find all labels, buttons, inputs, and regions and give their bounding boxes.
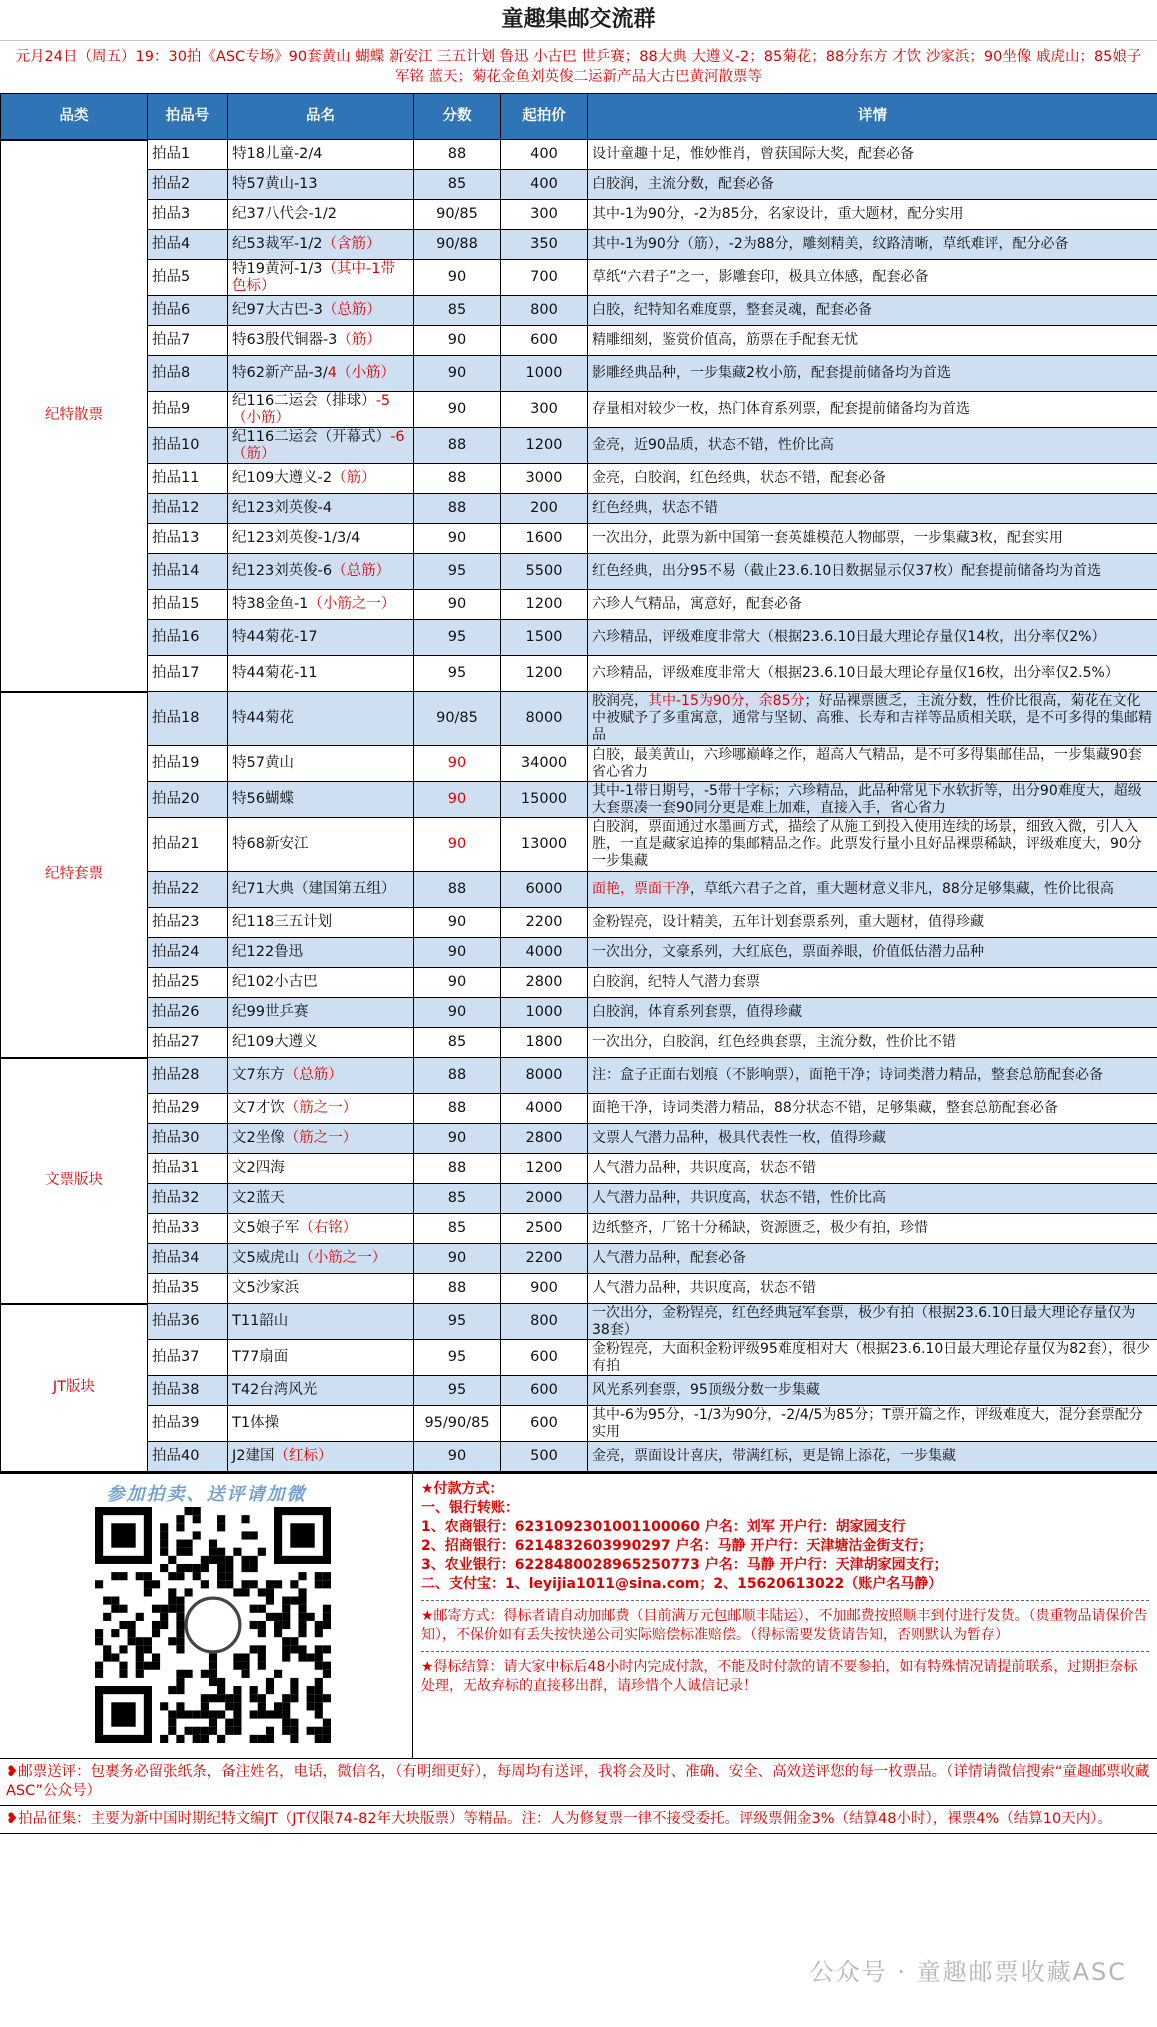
lot-number: 拍品7 [148, 326, 228, 356]
category-cell: 纪特散票 [1, 140, 148, 692]
lot-number: 拍品29 [148, 1094, 228, 1124]
lot-detail: 一次出分，金粉锃亮，红色经典冠军套票，极少有拍（根据23.6.10日最大理论存量仅为38套） [588, 1304, 1157, 1340]
table-row [1, 620, 1157, 656]
lot-name: 特18儿童-2/4 [228, 140, 414, 170]
lot-start-price: 6000 [501, 872, 588, 908]
lot-detail: 存量相对较少一枚，热门体育系列票，配套提前储备均为首选 [588, 392, 1157, 428]
lot-number: 拍品33 [148, 1214, 228, 1244]
lot-name: 纪123刘英俊-6（总筋） [228, 554, 414, 590]
bank-line-2: 2、招商银行：6214832603990297 户名：马静 开户行：天津塘沽金街支行； [421, 1538, 933, 1554]
col-header-price: 起拍价 [501, 94, 588, 140]
lot-detail: 一次出分，此票为新中国第一套英雄模范人物邮票，一步集藏3枚，配套实用 [588, 524, 1157, 554]
lot-detail: 设计童趣十足，惟妙惟肖，曾获国际大奖，配套必备 [588, 140, 1157, 170]
lot-score: 85 [414, 1028, 501, 1058]
table-row [1, 494, 1157, 524]
lot-name: J2建国（红标） [228, 1442, 414, 1472]
table-row [1, 1274, 1157, 1304]
table-row [1, 968, 1157, 998]
lot-detail: 金粉锃亮，设计精美，五年计划套票系列，重大题材，值得珍藏 [588, 908, 1157, 938]
lot-detail: 金亮，票面设计喜庆，带满红标，更是锦上添花，一步集藏 [588, 1442, 1157, 1472]
lot-name: 特38金鱼-1（小筋之一） [228, 590, 414, 620]
lot-detail: 其中-1为90分，-2为85分，名家设计，重大题材，配分实用 [588, 200, 1157, 230]
lot-score: 88 [414, 464, 501, 494]
table-header-row [1, 94, 1157, 140]
lot-number: 拍品10 [148, 428, 228, 464]
lot-name: 文5娘子军（右铭） [228, 1214, 414, 1244]
lot-name: 纪97大古巴-3（总筋） [228, 296, 414, 326]
lot-number: 拍品5 [148, 260, 228, 296]
lot-start-price: 600 [501, 326, 588, 356]
lot-start-price: 200 [501, 494, 588, 524]
lot-name: 文2蓝天 [228, 1184, 414, 1214]
lot-start-price: 900 [501, 1274, 588, 1304]
lot-start-price: 8000 [501, 692, 588, 746]
auction-announcement: 元月24日（周五）19：30拍《ASC专场》90套黄山 蝴蝶 新安江 三五计划 鲁迅 小古巴 世乒赛；88大典 大遵义-2；85菊花；88分东方 才饮 沙家浜；90坐像 戚虎山；85娘子军铭 蓝天；菊花金鱼刘英俊二运新产品大古巴黄河散票等 [15, 49, 1142, 85]
lot-start-price: 2800 [501, 968, 588, 998]
lot-score: 90 [414, 908, 501, 938]
lot-number: 拍品6 [148, 296, 228, 326]
lot-score: 90 [414, 746, 501, 782]
lot-number: 拍品11 [148, 464, 228, 494]
notes-section [0, 1759, 1157, 1834]
lot-score: 88 [414, 140, 501, 170]
lot-score: 88 [414, 1154, 501, 1184]
lot-name: 纪122鲁迅 [228, 938, 414, 968]
lot-name: 文7才饮（筋之一） [228, 1094, 414, 1124]
lot-detail: 红色经典，状态不错 [588, 494, 1157, 524]
table-row [1, 872, 1157, 908]
lot-start-price: 800 [501, 1304, 588, 1340]
lot-detail: 白胶，最美黄山，六珍哪巅峰之作，超高人气精品，是不可多得集邮佳品，一步集藏90套省心省力 [588, 746, 1157, 782]
lot-start-price: 400 [501, 140, 588, 170]
lot-score: 88 [414, 872, 501, 908]
table-row [1, 998, 1157, 1028]
lot-name: 特63殷代铜器-3（筋） [228, 326, 414, 356]
lot-name: 文5威虎山（小筋之一） [228, 1244, 414, 1274]
lot-start-price: 600 [501, 1376, 588, 1406]
table-row [1, 1406, 1157, 1442]
lot-number: 拍品8 [148, 356, 228, 392]
lot-start-price: 3000 [501, 464, 588, 494]
lot-number: 拍品3 [148, 200, 228, 230]
lot-start-price: 300 [501, 200, 588, 230]
lot-detail: 金亮，白胶润，红色经典，状态不错，配套必备 [588, 464, 1157, 494]
lot-start-price: 350 [501, 230, 588, 260]
lot-detail: 草纸“六君子”之一，影雕套印，极具立体感，配套必备 [588, 260, 1157, 296]
lot-score: 90 [414, 356, 501, 392]
lot-score: 95 [414, 1304, 501, 1340]
lot-detail: 面艳干净，诗词类潜力精品，88分状态不错，足够集藏，整套总筋配套必备 [588, 1094, 1157, 1124]
lot-number: 拍品19 [148, 746, 228, 782]
lot-score: 90 [414, 326, 501, 356]
lot-start-price: 1500 [501, 620, 588, 656]
lot-name: 纪123刘英俊-1/3/4 [228, 524, 414, 554]
lot-detail: 六珍精品，评级难度非常大（根据23.6.10日最大理论存量仅16枚，出分率仅2.5%） [588, 656, 1157, 692]
table-row [1, 1304, 1157, 1340]
table-row [1, 1154, 1157, 1184]
lot-number: 拍品38 [148, 1376, 228, 1406]
lot-number: 拍品37 [148, 1340, 228, 1376]
lot-score: 95 [414, 620, 501, 656]
lot-detail: 文票人气潜力品种，极具代表性一枚，值得珍藏 [588, 1124, 1157, 1154]
lot-name: 纪102小古巴 [228, 968, 414, 998]
table-row [1, 1442, 1157, 1472]
lot-score: 90 [414, 968, 501, 998]
category-cell: 文票版块 [1, 1058, 148, 1304]
lot-number: 拍品1 [148, 140, 228, 170]
lot-number: 拍品26 [148, 998, 228, 1028]
table-row [1, 590, 1157, 620]
lot-detail: 红色经典，出分95不易（截止23.6.10日数据显示仅37枚）配套提前储备均为首选 [588, 554, 1157, 590]
lot-name: 文7东方（总筋） [228, 1058, 414, 1094]
lot-start-price: 800 [501, 296, 588, 326]
lot-number: 拍品23 [148, 908, 228, 938]
lot-score: 90 [414, 392, 501, 428]
lot-detail: 白胶润，主流分数，配套必备 [588, 170, 1157, 200]
lot-start-price: 2800 [501, 1124, 588, 1154]
table-row [1, 1214, 1157, 1244]
table-row [1, 1340, 1157, 1376]
alipay-line: 二、支付宝：1、leyijia1011@sina.com；2、15620613022（账户名马静） [421, 1576, 943, 1592]
lot-detail: 白胶润，纪特人气潜力套票 [588, 968, 1157, 998]
table-row [1, 260, 1157, 296]
lot-number: 拍品12 [148, 494, 228, 524]
lot-score: 90 [414, 590, 501, 620]
table-row [1, 1244, 1157, 1274]
table-row [1, 230, 1157, 260]
lot-detail: 人气潜力品种，共识度高，状态不错，性价比高 [588, 1184, 1157, 1214]
watermark: 公众号 · 童趣邮票收藏ASC [809, 1958, 1127, 1986]
lot-number: 拍品16 [148, 620, 228, 656]
lot-score: 88 [414, 428, 501, 464]
lot-score: 95 [414, 1376, 501, 1406]
lot-name: 纪123刘英俊-4 [228, 494, 414, 524]
lot-name: 纪99世乒赛 [228, 998, 414, 1028]
lot-score: 85 [414, 170, 501, 200]
bank-line-1: 1、农商银行：6231092301001100060 户名：刘军 开户行：胡家园支行 [421, 1519, 906, 1535]
lot-score: 85 [414, 1214, 501, 1244]
lot-detail: 胶润亮，其中-15为90分，余85分；好品裸票匮乏，主流分数，性价比很高，菊花在文化中被赋予了多重寓意，通常与坚韧、高雅、长寿和吉祥等品质相关联，是不可多得的集邮精品 [588, 692, 1157, 746]
lot-detail: 白胶润，票面通过水墨画方式，描绘了从施工到投入使用连续的场景，细致入微，引人入胜，一直是藏家追捧的集邮精品之作。此票发行量小且好品裸票稀缺，评级难度大，90分一步集藏 [588, 818, 1157, 872]
table-row [1, 200, 1157, 230]
lot-start-price: 2200 [501, 1244, 588, 1274]
table-row [1, 1376, 1157, 1406]
lot-score: 90 [414, 998, 501, 1028]
lot-name: 特44菊花 [228, 692, 414, 746]
lot-number: 拍品25 [148, 968, 228, 998]
lot-start-price: 2200 [501, 908, 588, 938]
lot-score: 90/85 [414, 692, 501, 746]
table-row [1, 818, 1157, 872]
lot-score: 90 [414, 1442, 501, 1472]
lot-number: 拍品4 [148, 230, 228, 260]
lot-detail: 白胶润，体育系列套票，值得珍藏 [588, 998, 1157, 1028]
lot-number: 拍品40 [148, 1442, 228, 1472]
lot-name: 纪109大遵义-2（筋） [228, 464, 414, 494]
lot-start-price: 8000 [501, 1058, 588, 1094]
lot-name: 文2坐像（筋之一） [228, 1124, 414, 1154]
lot-score: 90 [414, 260, 501, 296]
lot-name: 特68新安江 [228, 818, 414, 872]
settle-info: ★得标结算：请大家中标后48小时内完成付款，不能及时付款的请不要参拍，如有特殊情况请提前联系，过期拒奈标处理，无故弃标的直接移出群，请珍惜个人诚信记录！ [421, 1659, 1138, 1694]
lot-detail: 金粉锃亮，大面积金粉评级95难度相对大（根据23.6.10日最大理论存量仅为82套），很少有拍 [588, 1340, 1157, 1376]
lot-start-price: 1600 [501, 524, 588, 554]
lot-score: 90/88 [414, 230, 501, 260]
lot-start-price: 4000 [501, 1094, 588, 1124]
lot-score: 88 [414, 1058, 501, 1094]
lot-score: 90/85 [414, 200, 501, 230]
col-header-name: 品名 [228, 94, 414, 140]
lot-number: 拍品28 [148, 1058, 228, 1094]
lot-start-price: 400 [501, 170, 588, 200]
lot-name: 特44菊花-17 [228, 620, 414, 656]
lot-start-price: 1200 [501, 656, 588, 692]
divider [421, 1651, 1149, 1652]
table-row [1, 1124, 1157, 1154]
lot-number: 拍品18 [148, 692, 228, 746]
lot-score: 88 [414, 1274, 501, 1304]
payment-heading: ★付款方式： [421, 1481, 504, 1497]
table-row [1, 1058, 1157, 1094]
lot-name: 特19黄河-1/3（其中-1带色标） [228, 260, 414, 296]
lot-start-price: 700 [501, 260, 588, 296]
lot-name: 纪71大典（建国第五组） [228, 872, 414, 908]
collect-notice: ❥拍品征集：主要为新中国时期纪特文编JT（JT仅限74-82年大块版票）等精品。注：人为修复票一律不接受委托。评级票佣金3%（结算48小时），裸票4%（结算10天内）。 [0, 1806, 1157, 1834]
lot-detail: 六珍精品，评级难度非常大（根据23.6.10日最大理论存量仅14枚，出分率仅2%） [588, 620, 1157, 656]
lot-name: 文5沙家浜 [228, 1274, 414, 1304]
table-row [1, 554, 1157, 590]
col-header-detail: 详情 [588, 94, 1157, 140]
lot-number: 拍品21 [148, 818, 228, 872]
bank-line-3: 3、农业银行：6228480028965250773 户名：马静 开户行：天津胡家园支行； [421, 1557, 948, 1573]
qr-caption: 参加拍卖、送评请加微 [106, 1484, 307, 1505]
lot-name: 纪116二运会（排球）-5（小筋） [228, 392, 414, 428]
send-notice: ❥邮票送评：包裹务必留张纸条，备注姓名，电话，微信名，（有明细更好），每周均有送评，我将会及时、准确、安全、高效送评您的每一枚票品。（详情请微信搜索“童趣邮票收藏ASC”公众号） [0, 1759, 1157, 1806]
lot-number: 拍品36 [148, 1304, 228, 1340]
lot-name: 纪116二运会（开幕式）-6（筋） [228, 428, 414, 464]
lot-detail: 其中-1带日期号，-5带十字标；六珍精品，此品种常见下水软折等，出分90难度大，超级大套票凑一套90同分更是难上加难，直接入手，省心省力 [588, 782, 1157, 818]
category-cell: JT版块 [1, 1304, 148, 1472]
lot-score: 90 [414, 524, 501, 554]
col-header-category: 品类 [1, 94, 148, 140]
lot-number: 拍品15 [148, 590, 228, 620]
lot-start-price: 1000 [501, 356, 588, 392]
lot-start-price: 34000 [501, 746, 588, 782]
lot-name: T11韶山 [228, 1304, 414, 1340]
lot-number: 拍品39 [148, 1406, 228, 1442]
lot-detail: 风光系列套票，95顶级分数一步集藏 [588, 1376, 1157, 1406]
lot-score: 95 [414, 1340, 501, 1376]
lot-start-price: 13000 [501, 818, 588, 872]
lot-name: 特44菊花-11 [228, 656, 414, 692]
lot-detail: 一次出分，文豪系列，大红底色，票面养眼，价值低估潜力品种 [588, 938, 1157, 968]
lot-detail: 影雕经典品种，一步集藏2枚小筋，配套提前储备均为首选 [588, 356, 1157, 392]
lot-number: 拍品27 [148, 1028, 228, 1058]
lot-name: 纪53裁军-1/2（含筋） [228, 230, 414, 260]
lot-start-price: 15000 [501, 782, 588, 818]
lot-start-price: 4000 [501, 938, 588, 968]
lot-name: 纪37八代会-1/2 [228, 200, 414, 230]
category-cell: 纪特套票 [1, 692, 148, 1058]
divider [421, 1600, 1149, 1601]
lot-start-price: 1200 [501, 1154, 588, 1184]
lot-score: 85 [414, 296, 501, 326]
table-row [1, 692, 1157, 746]
table-row [1, 938, 1157, 968]
table-row [1, 464, 1157, 494]
lot-number: 拍品2 [148, 170, 228, 200]
lot-score: 88 [414, 1094, 501, 1124]
lot-score: 90 [414, 782, 501, 818]
lot-number: 拍品34 [148, 1244, 228, 1274]
table-row [1, 524, 1157, 554]
payment-info [413, 1474, 1157, 1758]
bank-heading: 一、银行转账： [421, 1500, 519, 1516]
lot-score: 95 [414, 554, 501, 590]
wechat-qr-code-icon [95, 1504, 331, 1746]
table-row [1, 1094, 1157, 1124]
lot-detail: 边纸整齐，厂铭十分稀缺，资源匮乏，极少有拍，珍惜 [588, 1214, 1157, 1244]
payment-section [0, 1472, 1157, 1759]
lot-start-price: 500 [501, 1442, 588, 1472]
lots-table [0, 93, 1157, 1472]
lot-detail: 金亮，近90品质，状态不错，性价比高 [588, 428, 1157, 464]
table-row [1, 326, 1157, 356]
lot-score: 95/90/85 [414, 1406, 501, 1442]
lot-name: 特57黄山 [228, 746, 414, 782]
lot-number: 拍品17 [148, 656, 228, 692]
lot-score: 90 [414, 1124, 501, 1154]
lot-detail: 注：盒子正面右划痕（不影响票），面艳干净；诗词类潜力精品，整套总筋配套必备 [588, 1058, 1157, 1094]
lot-start-price: 600 [501, 1406, 588, 1442]
lot-number: 拍品32 [148, 1184, 228, 1214]
lot-name: 纪118三五计划 [228, 908, 414, 938]
lot-start-price: 5500 [501, 554, 588, 590]
lot-score: 88 [414, 494, 501, 524]
lot-number: 拍品31 [148, 1154, 228, 1184]
lot-name: 纪109大遵义 [228, 1028, 414, 1058]
table-row [1, 296, 1157, 326]
lot-number: 拍品14 [148, 554, 228, 590]
lot-start-price: 1800 [501, 1028, 588, 1058]
table-row [1, 1028, 1157, 1058]
lot-detail: 其中-6为95分，-1/3为90分，-2/4/5为85分；T票开篇之作，评级难度大，混分套票配分实用 [588, 1406, 1157, 1442]
col-header-lot-no: 拍品号 [148, 94, 228, 140]
lot-name: 文2四海 [228, 1154, 414, 1184]
lot-detail: 面艳，票面干净，草纸六君子之首，重大题材意义非凡，88分足够集藏，性价比很高 [588, 872, 1157, 908]
table-row [1, 392, 1157, 428]
table-row [1, 782, 1157, 818]
lot-start-price: 1200 [501, 590, 588, 620]
table-row [1, 140, 1157, 170]
lot-number: 拍品20 [148, 782, 228, 818]
lot-detail: 一次出分，白胶润，红色经典套票，主流分数，性价比不错 [588, 1028, 1157, 1058]
lot-start-price: 2000 [501, 1184, 588, 1214]
lot-score: 90 [414, 1244, 501, 1274]
table-row [1, 428, 1157, 464]
lot-start-price: 1000 [501, 998, 588, 1028]
lot-detail: 其中-1为90分（筋），-2为88分，雕刻精美，纹路清晰，草纸难评，配分必备 [588, 230, 1157, 260]
table-row [1, 908, 1157, 938]
lot-name: T77扇面 [228, 1340, 414, 1376]
page-title: 童趣集邮交流群 [0, 0, 1157, 41]
lot-score: 90 [414, 818, 501, 872]
lot-number: 拍品13 [148, 524, 228, 554]
table-row [1, 1184, 1157, 1214]
lot-start-price: 1200 [501, 428, 588, 464]
lot-detail: 精雕细刻，鉴赏价值高，筋票在手配套无忧 [588, 326, 1157, 356]
table-row [1, 170, 1157, 200]
lot-detail: 人气潜力品种，共识度高，状态不错 [588, 1154, 1157, 1184]
lot-number: 拍品24 [148, 938, 228, 968]
lot-detail: 人气潜力品种，配套必备 [588, 1244, 1157, 1274]
lot-start-price: 600 [501, 1340, 588, 1376]
mail-info: ★邮寄方式：得标者请自动加邮费（目前满万元包邮顺丰陆运），不加邮费按照顺丰到付进行发货。（贵重物品请保价告知），不保价如有丢失按快递公司实际赔偿标准赔偿。（得标需要发货请告知，否则默认为暂存） [421, 1608, 1148, 1643]
lot-score: 95 [414, 656, 501, 692]
lot-number: 拍品30 [148, 1124, 228, 1154]
table-row [1, 746, 1157, 782]
lot-name: 特57黄山-13 [228, 170, 414, 200]
table-row [1, 656, 1157, 692]
lot-detail: 六珍人气精品，寓意好，配套必备 [588, 590, 1157, 620]
lot-score: 85 [414, 1184, 501, 1214]
lot-score: 90 [414, 938, 501, 968]
table-row [1, 356, 1157, 392]
lot-number: 拍品9 [148, 392, 228, 428]
lot-name: T1体操 [228, 1406, 414, 1442]
lot-number: 拍品22 [148, 872, 228, 908]
col-header-score: 分数 [414, 94, 501, 140]
lot-detail: 白胶，纪特知名难度票，整套灵魂，配套必备 [588, 296, 1157, 326]
lot-number: 拍品35 [148, 1274, 228, 1304]
lot-name: T42台湾风光 [228, 1376, 414, 1406]
lot-name: 特62新产品-3/4（小筋） [228, 356, 414, 392]
lot-name: 特56蝴蝶 [228, 782, 414, 818]
lot-start-price: 300 [501, 392, 588, 428]
lot-start-price: 2500 [501, 1214, 588, 1244]
lot-detail: 人气潜力品种，共识度高，状态不错 [588, 1274, 1157, 1304]
qr-panel [0, 1474, 413, 1758]
